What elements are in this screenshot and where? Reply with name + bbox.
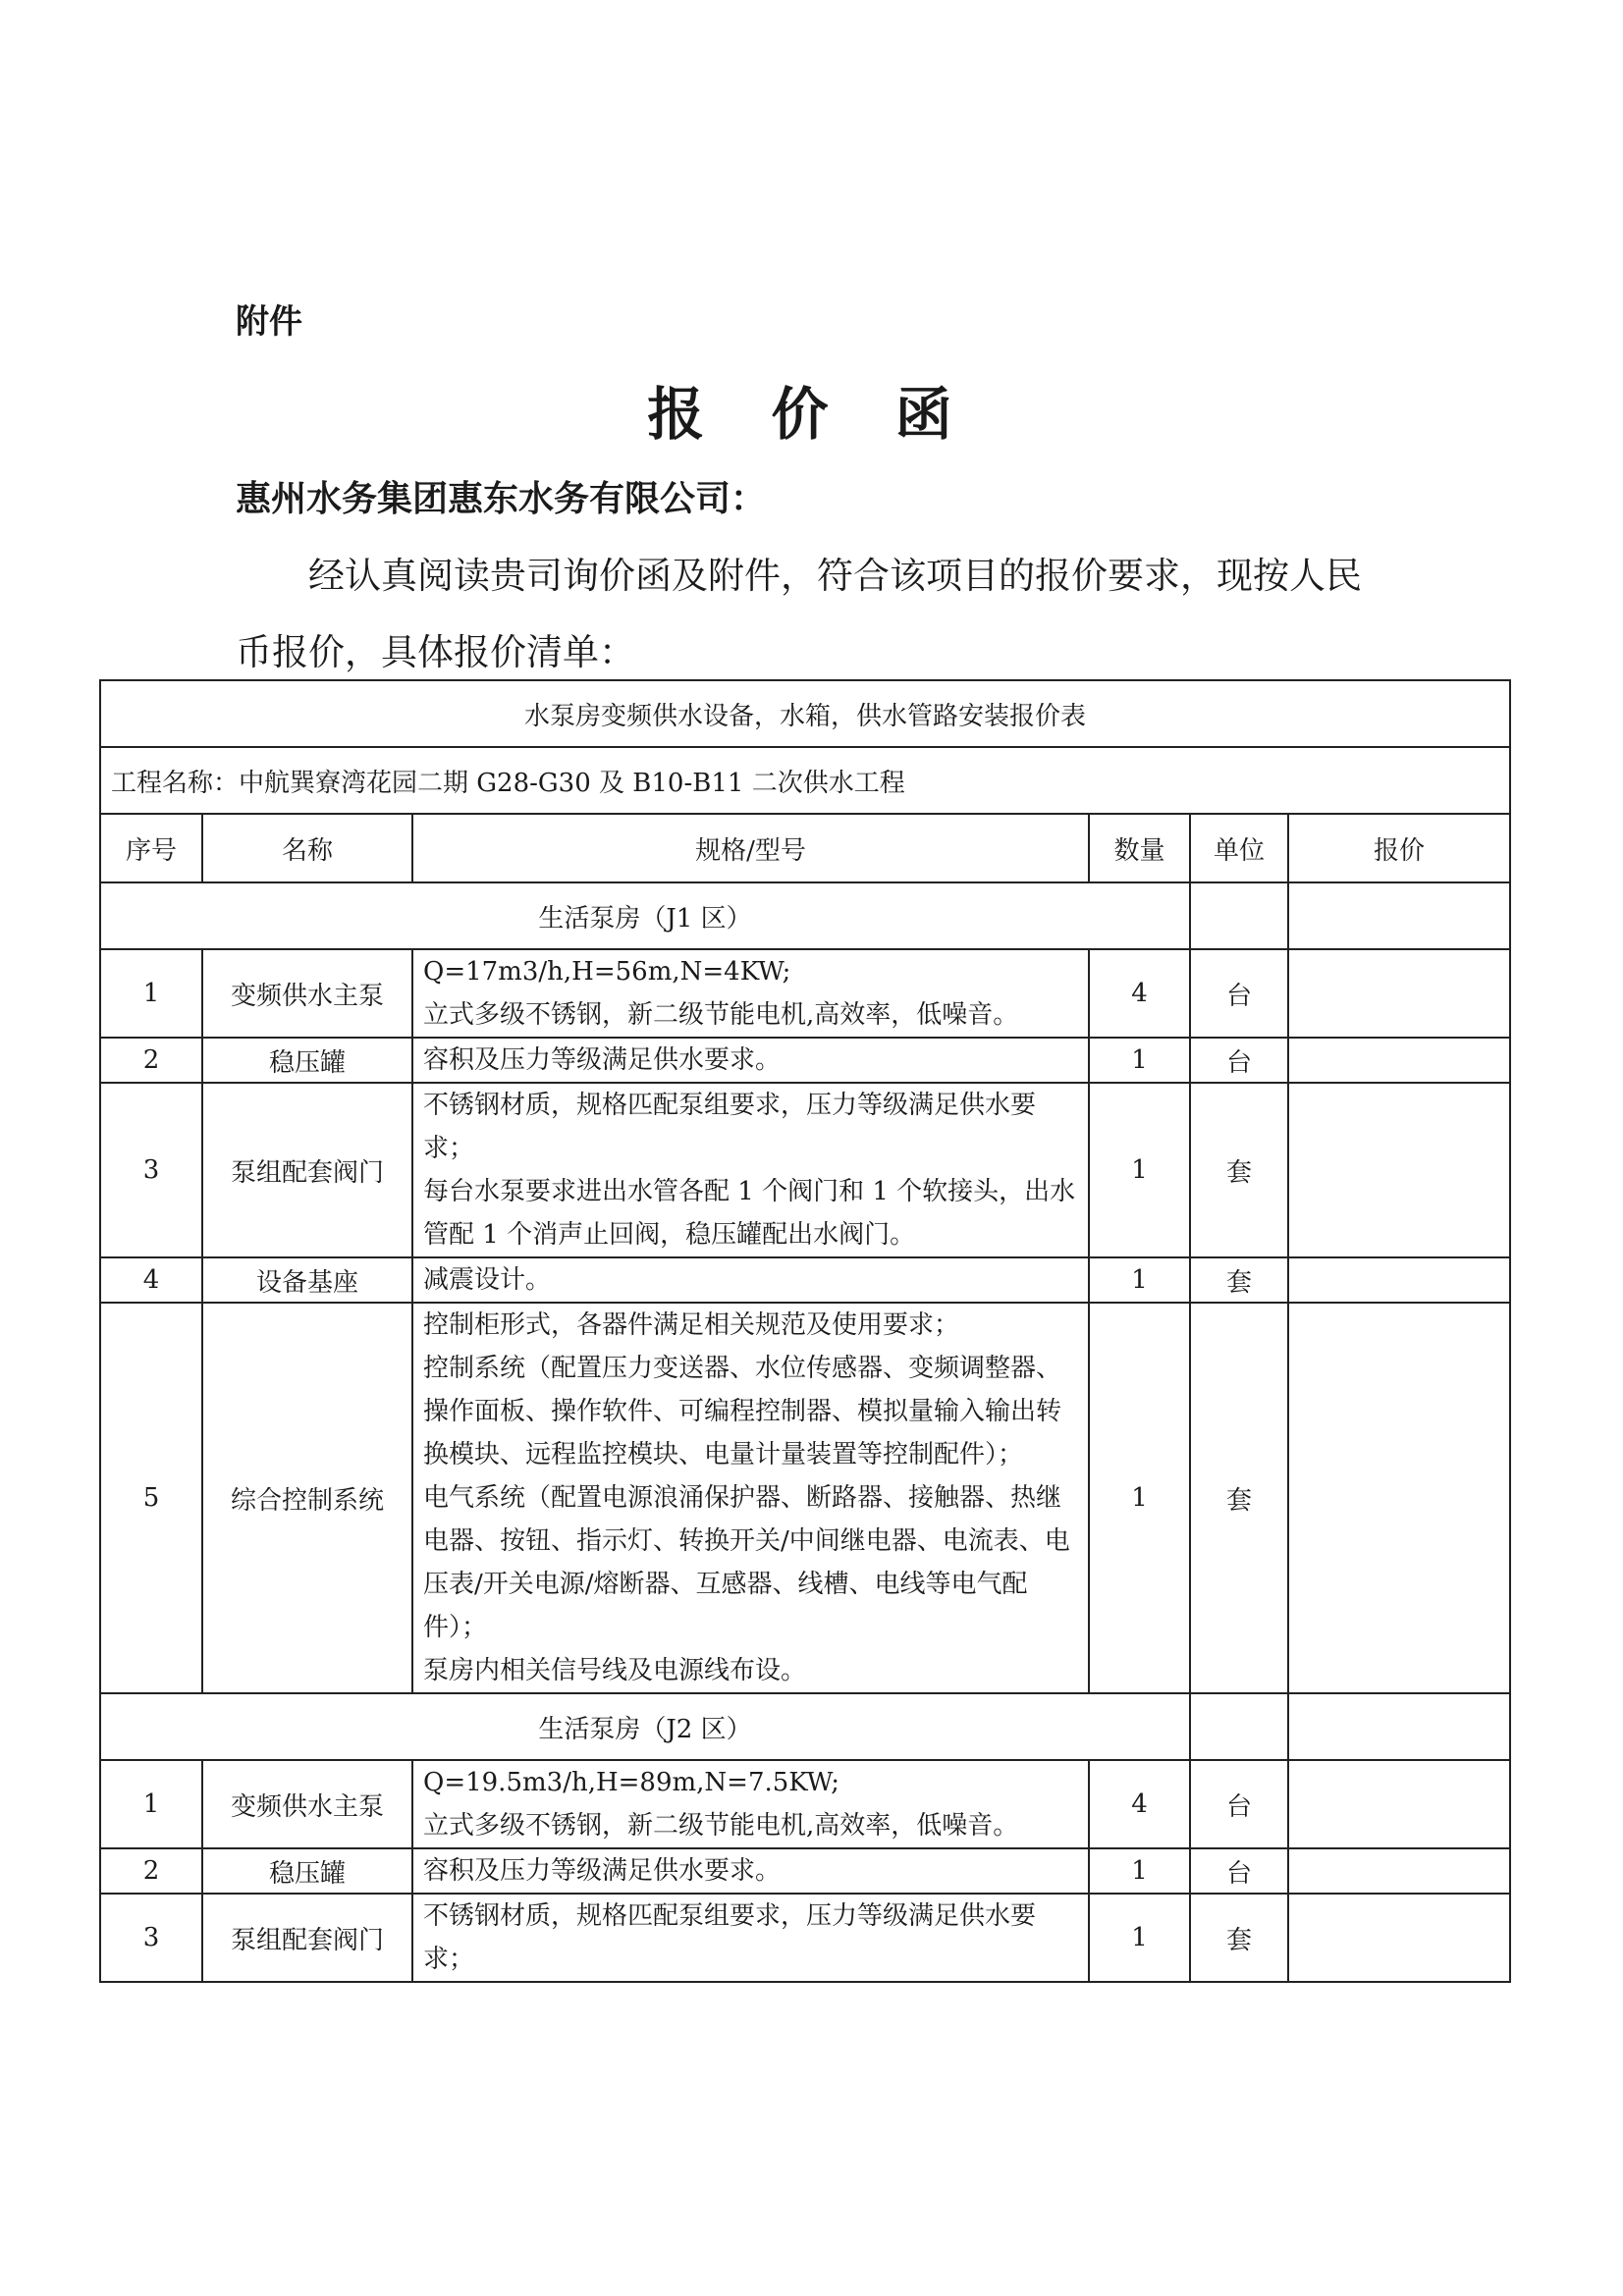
spec-line: 容积及压力等级满足供水要求。 bbox=[423, 1856, 782, 1886]
table-header-row bbox=[100, 814, 1510, 882]
row-qty: 4 bbox=[1089, 949, 1190, 1038]
spec-line: 电气系统（配置电源浪涌保护器、断路器、接触器、热继电器、按钮、指示灯、转换开关/中间继电器、电流表、电压表/开关电源/熔断器、互感器、线槽、电线等电气配件）； bbox=[423, 1483, 1070, 1642]
row-price bbox=[1288, 1038, 1510, 1083]
row-no: 4 bbox=[100, 1257, 202, 1303]
row-unit: 台 bbox=[1190, 1848, 1288, 1894]
row-no: 3 bbox=[100, 1894, 202, 1982]
section-row bbox=[100, 882, 1510, 949]
row-unit: 套 bbox=[1190, 1083, 1288, 1257]
table-row bbox=[100, 1848, 1510, 1894]
addressee: 惠州水务集团惠东水务有限公司： bbox=[236, 479, 767, 519]
table-row bbox=[100, 1038, 1510, 1083]
row-unit: 台 bbox=[1190, 1760, 1288, 1848]
row-price bbox=[1288, 949, 1510, 1038]
row-spec bbox=[412, 1303, 1089, 1693]
table-row bbox=[100, 1257, 1510, 1303]
project-name: 工程名称：中航巽寮湾花园二期 G28-G30 及 B10-B11 二次供水工程 bbox=[100, 747, 1510, 814]
row-name: 泵组配套阀门 bbox=[202, 1083, 412, 1257]
row-spec bbox=[412, 1894, 1089, 1982]
row-qty: 1 bbox=[1089, 1848, 1190, 1894]
row-name: 变频供水主泵 bbox=[202, 1760, 412, 1848]
spec-line: Q=19.5m3/h,H=89m,N=7.5KW; bbox=[423, 1768, 840, 1797]
spec-line: 容积及压力等级满足供水要求。 bbox=[423, 1045, 782, 1075]
table-row bbox=[100, 1083, 1510, 1257]
spec-line: 控制柜形式，各器件满足相关规范及使用要求； bbox=[423, 1310, 960, 1340]
header-spec: 规格/型号 bbox=[412, 814, 1089, 882]
row-no: 2 bbox=[100, 1848, 202, 1894]
row-qty: 1 bbox=[1089, 1083, 1190, 1257]
row-price bbox=[1288, 1848, 1510, 1894]
row-name: 稳压罐 bbox=[202, 1848, 412, 1894]
row-spec bbox=[412, 1083, 1089, 1257]
spec-line: 立式多级不锈钢，新二级节能电机,高效率，低噪音。 bbox=[423, 1811, 1019, 1841]
section-empty-cell bbox=[1190, 1693, 1288, 1760]
section-empty-cell bbox=[1288, 1693, 1510, 1760]
row-unit: 台 bbox=[1190, 1038, 1288, 1083]
row-spec bbox=[412, 1257, 1089, 1303]
row-unit: 套 bbox=[1190, 1257, 1288, 1303]
spec-line: Q=17m3/h,H=56m,N=4KW; bbox=[423, 957, 791, 987]
row-spec bbox=[412, 1038, 1089, 1083]
row-no: 1 bbox=[100, 1760, 202, 1848]
row-name: 综合控制系统 bbox=[202, 1303, 412, 1693]
row-qty: 1 bbox=[1089, 1038, 1190, 1083]
table-row bbox=[100, 1894, 1510, 1982]
row-no: 2 bbox=[100, 1038, 202, 1083]
spec-line: 不锈钢材质，规格匹配泵组要求，压力等级满足供水要求； bbox=[423, 1901, 1037, 1974]
table-title: 水泵房变频供水设备，水箱，供水管路安装报价表 bbox=[100, 680, 1510, 747]
row-qty: 1 bbox=[1089, 1257, 1190, 1303]
header-name: 名称 bbox=[202, 814, 412, 882]
section-title: 生活泵房（J2 区） bbox=[100, 1693, 1190, 1760]
attachment-label: 附件 bbox=[236, 302, 302, 342]
row-price bbox=[1288, 1257, 1510, 1303]
row-unit: 台 bbox=[1190, 949, 1288, 1038]
section-title: 生活泵房（J1 区） bbox=[100, 882, 1190, 949]
row-spec bbox=[412, 1760, 1089, 1848]
document-title: 报 价 函 bbox=[647, 381, 976, 448]
row-price bbox=[1288, 1894, 1510, 1982]
table-row bbox=[100, 1760, 1510, 1848]
spec-line: 立式多级不锈钢，新二级节能电机,高效率，低噪音。 bbox=[423, 1000, 1019, 1030]
table-row bbox=[100, 1303, 1510, 1693]
row-qty: 1 bbox=[1089, 1894, 1190, 1982]
table-row bbox=[100, 949, 1510, 1038]
row-name: 变频供水主泵 bbox=[202, 949, 412, 1038]
row-qty: 1 bbox=[1089, 1303, 1190, 1693]
spec-line: 每台水泵要求进出水管各配 1 个阀门和 1 个软接头，出水管配 1 个消声止回阀，稳压罐配出水阀门。 bbox=[423, 1177, 1076, 1250]
row-name: 稳压罐 bbox=[202, 1038, 412, 1083]
quote-table bbox=[99, 679, 1511, 1983]
row-unit: 套 bbox=[1190, 1894, 1288, 1982]
spec-line: 控制系统（配置压力变送器、水位传感器、变频调整器、操作面板、操作软件、可编程控制器、模拟量输入输出转换模块、远程监控模块、电量计量装置等控制配件）； bbox=[423, 1354, 1062, 1469]
row-qty: 4 bbox=[1089, 1760, 1190, 1848]
header-unit: 单位 bbox=[1190, 814, 1288, 882]
row-no: 1 bbox=[100, 949, 202, 1038]
header-no: 序号 bbox=[100, 814, 202, 882]
header-qty: 数量 bbox=[1089, 814, 1190, 882]
row-spec bbox=[412, 1848, 1089, 1894]
row-price bbox=[1288, 1303, 1510, 1693]
section-empty-cell bbox=[1190, 882, 1288, 949]
row-name: 设备基座 bbox=[202, 1257, 412, 1303]
row-price bbox=[1288, 1083, 1510, 1257]
row-name: 泵组配套阀门 bbox=[202, 1894, 412, 1982]
header-price: 报价 bbox=[1288, 814, 1510, 882]
row-price bbox=[1288, 1760, 1510, 1848]
spec-line: 减震设计。 bbox=[423, 1265, 552, 1295]
section-empty-cell bbox=[1288, 882, 1510, 949]
section-row bbox=[100, 1693, 1510, 1760]
row-unit: 套 bbox=[1190, 1303, 1288, 1693]
intro-paragraph: 经认真阅读贵司询价函及附件，符合该项目的报价要求，现按人民币报价，具体报价清单： bbox=[236, 555, 1362, 673]
spec-line: 不锈钢材质，规格匹配泵组要求，压力等级满足供水要求； bbox=[423, 1091, 1037, 1163]
row-no: 5 bbox=[100, 1303, 202, 1693]
row-spec bbox=[412, 949, 1089, 1038]
spec-line: 泵房内相关信号线及电源线布设。 bbox=[423, 1656, 807, 1685]
row-no: 3 bbox=[100, 1083, 202, 1257]
